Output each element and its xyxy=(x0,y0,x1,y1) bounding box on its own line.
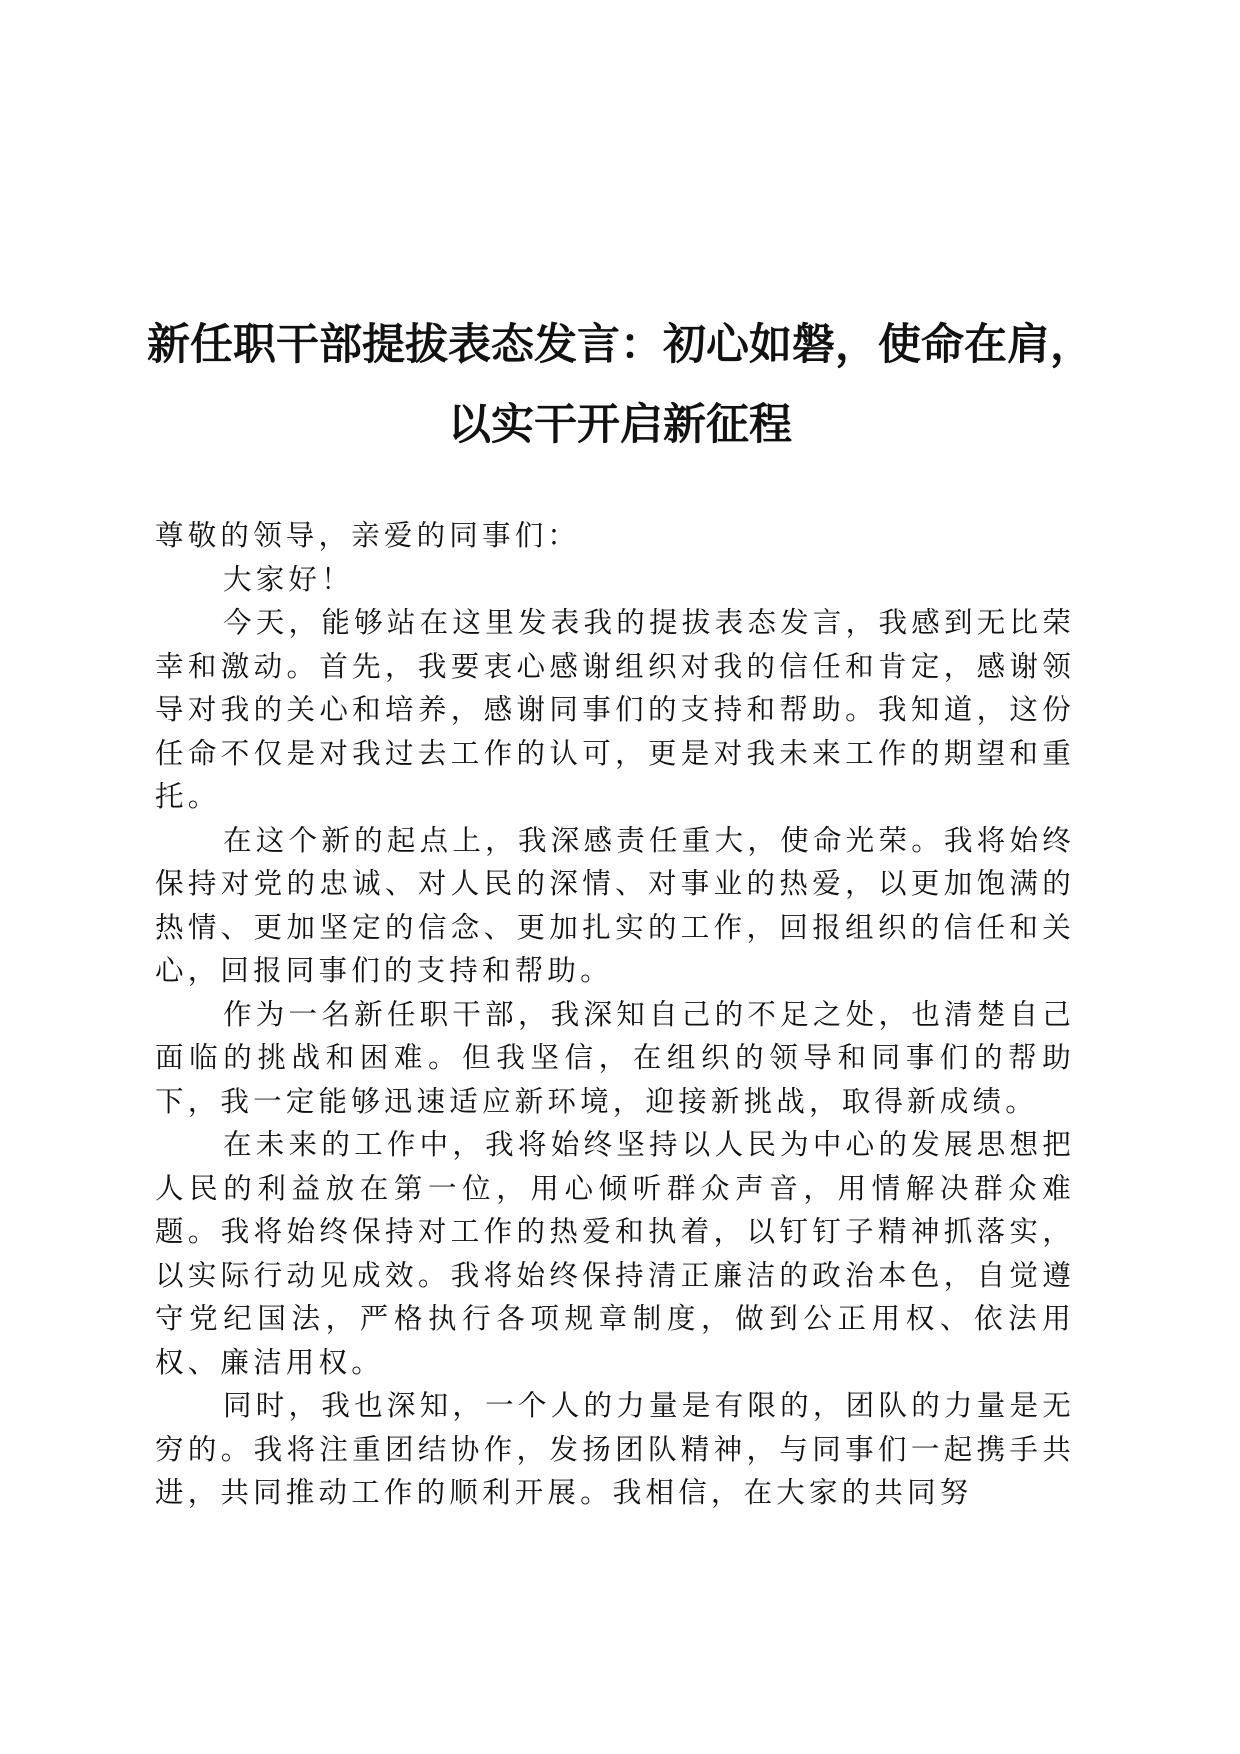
salutation: 尊敬的领导，亲爱的同事们： xyxy=(155,519,581,552)
document-body xyxy=(155,514,1075,1515)
paragraph: 在这个新的起点上，我深感责任重大，使命光荣。我将始终保持对党的忠诚、对人民的深情、对事业的热爱，以更加饱满的热情、更加坚定的信念、更加扎实的工作，回报组织的信任和关心，回报同事们的支持和帮助。 xyxy=(155,823,1075,987)
paragraph: 大家好！ xyxy=(223,562,354,596)
paragraph: 作为一名新任职干部，我深知自己的不足之处，也清楚自己面临的挑战和困难。但我坚信，在组织的领导和同事们的帮助下，我一定能够迅速适应新环境，迎接新挑战，取得新成绩。 xyxy=(155,997,1075,1118)
paragraph: 今天，能够站在这里发表我的提拔表态发言，我感到无比荣幸和激动。首先，我要衷心感谢组织对我的信任和肯定，感谢领导对我的关心和培养，感谢同事们的支持和帮助。我知道，这份任命不仅是对我过去工作的认可，更是对我未来工作的期望和重托。 xyxy=(155,606,1075,813)
paragraph: 同时，我也深知，一个人的力量是有限的，团队的力量是无穷的。我将注重团结协作，发扬团队精神，与同事们一起携手共进，共同推动工作的顺利开展。我相信，在大家的共同努 xyxy=(155,1389,1075,1509)
paragraph: 在未来的工作中，我将始终坚持以人民为中心的发展思想把人民的利益放在第一位，用心倾听群众声音，用情解决群众难题。我将始终保持对工作的热爱和执着，以钉钉子精神抓落实，以实际行动见成效。我将始终保持清正廉洁的政治本色，自觉遵守党纪国法，严格执行各项规章制度，做到公正用权、依法用权、廉洁用权。 xyxy=(155,1128,1075,1379)
document-title: 新任职干部提拔表态发言：初心如磐，使命在肩，以实干开启新征程 xyxy=(147,320,1093,450)
